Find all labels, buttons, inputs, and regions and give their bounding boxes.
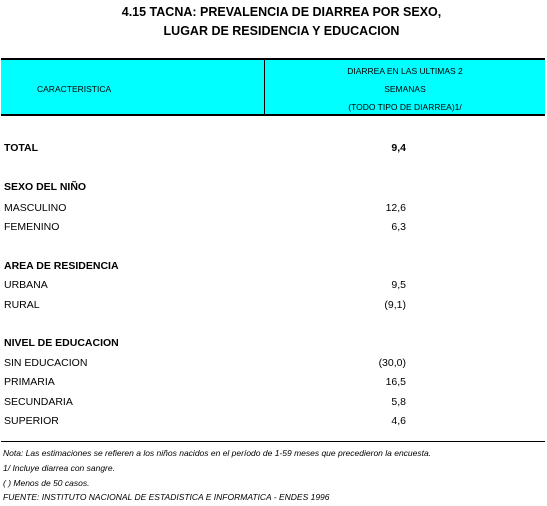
row-label-masculino: MASCULINO	[4, 202, 67, 214]
section-heading-educacion: NIVEL DE EDUCACION	[4, 337, 119, 349]
row-value-secundaria: 5,8	[391, 396, 406, 408]
row-value-rural: (9,1)	[384, 299, 406, 311]
row-value-superior: 4,6	[391, 415, 406, 427]
row-value-urbana: 9,5	[391, 279, 406, 291]
source-line: FUENTE: INSTITUTO NACIONAL DE ESTADISTICA E INFORMATICA - ENDES 1996	[3, 492, 330, 502]
row-value-sin-educacion: (30,0)	[378, 357, 406, 369]
total-label: TOTAL	[4, 142, 39, 154]
table-bottom-rule	[1, 441, 545, 442]
row-label-urbana: URBANA	[4, 279, 48, 291]
row-label-rural: RURAL	[4, 299, 40, 311]
footnote-1: 1/ Incluye diarrea con sangre.	[3, 463, 115, 473]
row-label-superior: SUPERIOR	[4, 415, 59, 427]
table-header	[1, 58, 545, 116]
section-heading-residencia: AREA DE RESIDENCIA	[4, 260, 119, 272]
table-title-line2: LUGAR DE RESIDENCIA Y EDUCACION	[163, 24, 400, 38]
section-heading-sexo: SEXO DEL NIÑO	[4, 181, 87, 193]
header-indicator-line1: DIARREA EN LAS ULTIMAS 2	[347, 66, 463, 76]
header-indicator-line3: (TODO TIPO DE DIARREA)1/	[348, 102, 462, 112]
header-characteristic: CARACTERISTICA	[37, 84, 112, 94]
header-indicator-line2: SEMANAS	[384, 84, 426, 94]
row-label-femenino: FEMENINO	[4, 221, 60, 233]
row-value-masculino: 12,6	[385, 202, 406, 214]
row-value-primaria: 16,5	[385, 376, 406, 388]
footnote-small-sample: ( ) Menos de 50 casos.	[3, 478, 90, 488]
total-value: 9,4	[391, 142, 406, 154]
note-line: Nota: Las estimaciones se refieren a los niños nacidos en el período de 1-59 meses que precedieron la encuesta.	[3, 448, 432, 458]
row-value-femenino: 6,3	[391, 221, 406, 233]
table-title-line1: 4.15 TACNA: PREVALENCIA DE DIARREA POR SEXO,	[121, 5, 442, 19]
row-label-primaria: PRIMARIA	[4, 376, 55, 388]
row-label-sin-educacion: SIN EDUCACION	[4, 357, 88, 369]
row-label-secundaria: SECUNDARIA	[4, 396, 73, 408]
